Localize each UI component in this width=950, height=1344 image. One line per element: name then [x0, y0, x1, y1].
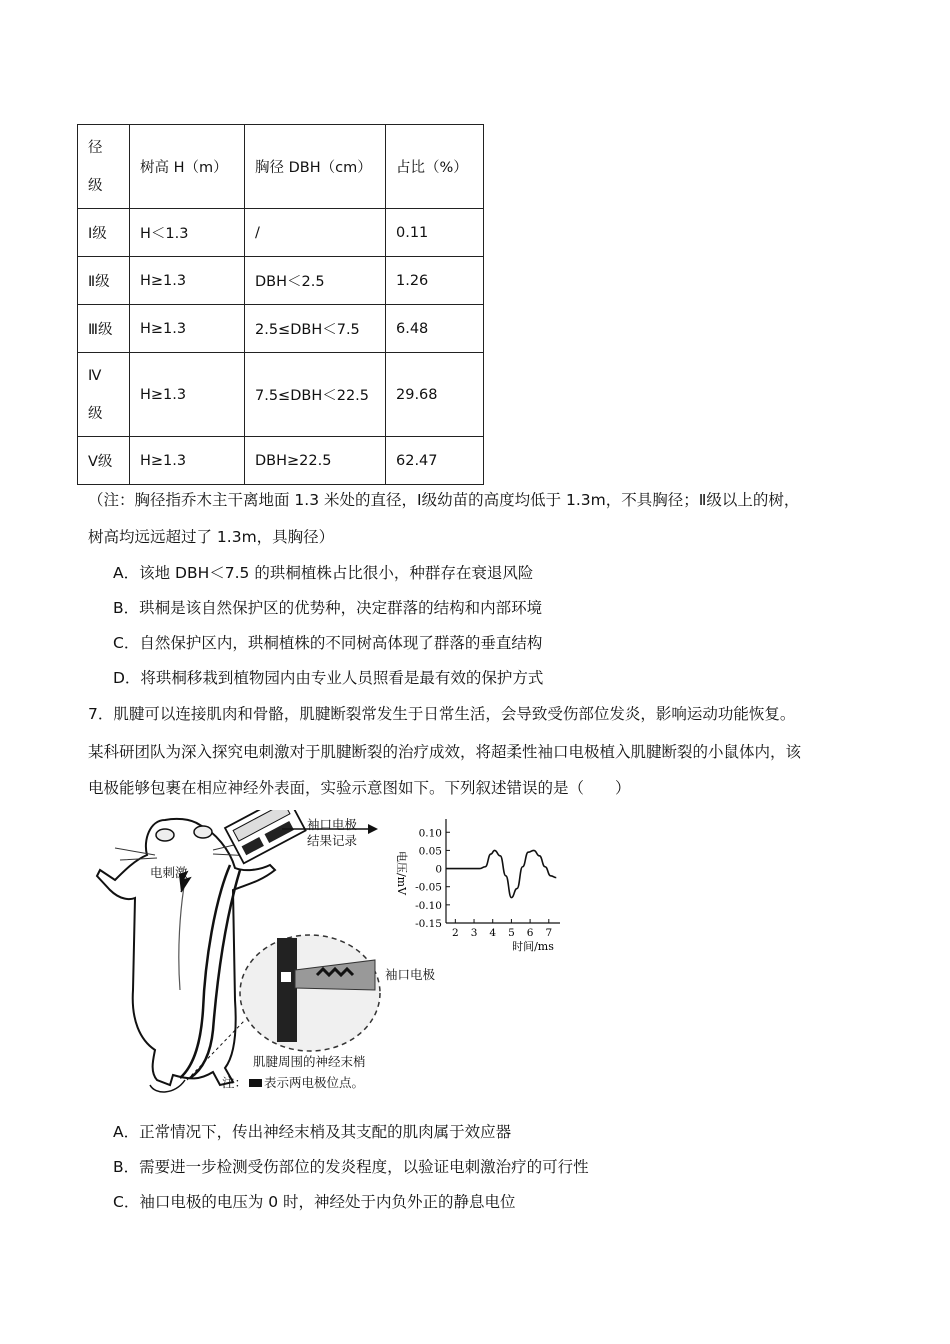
header-grade-text: 径级: [88, 139, 103, 194]
table-header-row: [78, 125, 484, 209]
cell-ratio: 29.68: [386, 353, 484, 437]
x-axis-label: 时间/ms: [512, 940, 554, 953]
cell-dbh: 7.5≤DBH＜22.5: [245, 353, 386, 437]
cell-ratio: 0.11: [386, 209, 484, 257]
q6-option-d: D．将珙桐移栽到植物园内由专业人员照看是最有效的保护方式: [113, 669, 544, 687]
x-tick-label: 4: [489, 927, 497, 939]
table-note-line2: 树高均远远超过了 1.3m，具胸径）: [88, 528, 335, 546]
q7-option-c: C．袖口电极的电压为 0 时，神经处于内负外正的静息电位: [113, 1193, 516, 1211]
cell-grade: [78, 353, 130, 437]
nerve-fiber: [277, 938, 297, 1042]
arrow-label-cuff-electrode: 袖口电极: [307, 817, 358, 832]
q6-option-c: C．自然保护区内，珙桐植株的不同树高体现了群落的垂直结构: [113, 634, 543, 652]
cell-ratio: 1.26: [386, 257, 484, 305]
x-tick-label: 7: [545, 927, 553, 939]
y-tick-label: 0: [435, 863, 442, 876]
arrow-label-result-record: 结果记录: [307, 833, 358, 848]
nerve-label: 肌腱周围的神经末梢: [253, 1054, 366, 1069]
table-row: [78, 353, 484, 437]
q7-stem-line1: 7．肌腱可以连接肌肉和骨骼，肌腱断裂常发生于日常生活，会导致受伤部位发炎，影响运动功能恢复。: [88, 705, 796, 723]
figure-note: [222, 1073, 364, 1091]
electrode-site-marker: [249, 1079, 262, 1087]
chart-ticks: [415, 827, 552, 939]
header-dbh: 胸径 DBH（cm）: [245, 125, 386, 209]
cell-ratio: 6.48: [386, 305, 484, 353]
cell-grade: Ⅱ级: [78, 257, 130, 305]
cell-height: H≥1.3: [130, 437, 245, 485]
q7-stem-line3: 电极能够包裹在相应神经外表面，实验示意图如下。下列叙述错误的是（ ）: [88, 779, 631, 797]
table-note-line1: （注：胸径指乔木主干离地面 1.3 米处的直径，Ⅰ级幼苗的高度均低于 1.3m，不具胸径；Ⅱ级以上的树，: [88, 491, 800, 509]
y-tick-label: -0.05: [415, 881, 442, 894]
stim-label: 电刺激: [150, 865, 188, 880]
x-tick-label: 3: [470, 927, 478, 939]
mouse-ear-right: [194, 826, 212, 838]
cell-dbh: /: [245, 209, 386, 257]
cell-grade-text: Ⅳ级: [88, 367, 103, 422]
x-tick-label: 2: [452, 927, 459, 939]
cell-dbh: DBH＜2.5: [245, 257, 386, 305]
figure-note-prefix: 注：: [222, 1075, 248, 1090]
cell-grade: Ⅴ级: [78, 437, 130, 485]
header-ratio: 占比（%）: [386, 125, 484, 209]
cell-height: H＜1.3: [130, 209, 245, 257]
cell-height: H≥1.3: [130, 257, 245, 305]
q7-option-b: B．需要进一步检测受伤部位的发炎程度，以验证电刺激治疗的可行性: [113, 1158, 589, 1176]
q6-option-b: B．珙桐是该自然保护区的优势种，决定群落的结构和内部环境: [113, 599, 543, 617]
q6-option-a: A．该地 DBH＜7.5 的珙桐植株占比很小，种群存在衰退风险: [113, 564, 534, 582]
diameter-grade-table: [77, 124, 484, 485]
table-row: [78, 209, 484, 257]
voltage-time-chart: [380, 812, 570, 957]
x-tick-label: 5: [508, 927, 515, 939]
electrode-label: 袖口电极: [385, 967, 436, 982]
cell-dbh: DBH≥22.5: [245, 437, 386, 485]
y-axis-label: 电压/mV: [395, 850, 408, 896]
y-tick-label: -0.10: [415, 899, 442, 912]
cell-ratio: 62.47: [386, 437, 484, 485]
cell-height: H≥1.3: [130, 353, 245, 437]
header-height: 树高 H（m）: [130, 125, 245, 209]
table-row: [78, 257, 484, 305]
q7-stem-line2: 某科研团队为深入探究电刺激对于肌腱断裂的治疗成效，将超柔性袖口电极植入肌腱断裂的小鼠体内，该: [88, 743, 802, 761]
q7-option-a: A．正常情况下，传出神经末梢及其支配的肌肉属于效应器: [113, 1123, 512, 1141]
arrow-icon: [280, 822, 380, 836]
cell-height: H≥1.3: [130, 305, 245, 353]
cell-grade: Ⅲ级: [78, 305, 130, 353]
table-row: [78, 305, 484, 353]
x-tick-label: 6: [526, 927, 534, 939]
cell-dbh: 2.5≤DBH＜7.5: [245, 305, 386, 353]
mouse-ear-left: [156, 829, 174, 841]
y-tick-label: 0.10: [418, 827, 442, 840]
y-tick-label: -0.15: [415, 918, 442, 930]
table-row: [78, 437, 484, 485]
y-tick-label: 0.05: [418, 845, 442, 858]
voltage-series-line: [446, 850, 556, 897]
figure-note-suffix: 表示两电极位点。: [264, 1075, 365, 1090]
chart-axes: [446, 819, 560, 923]
magnified-nerve-view: [235, 930, 385, 1055]
header-grade: [78, 125, 130, 209]
cell-grade: Ⅰ级: [78, 209, 130, 257]
